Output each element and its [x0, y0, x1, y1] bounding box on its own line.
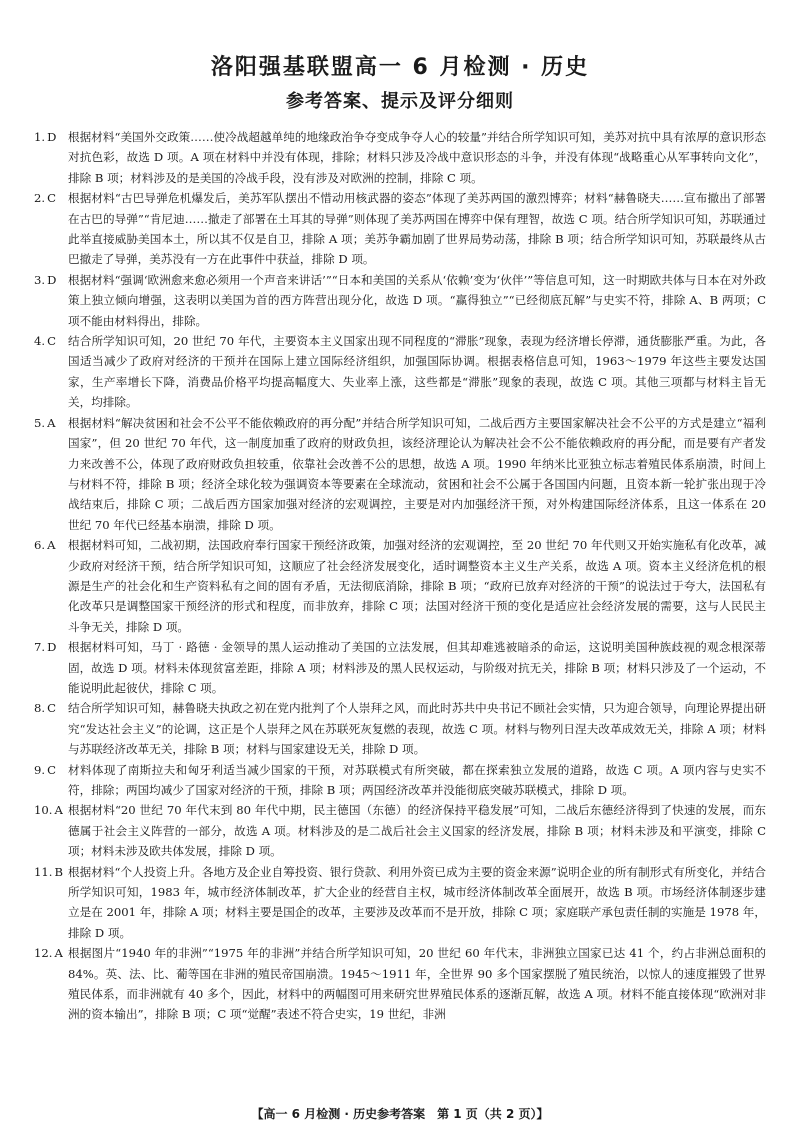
answer-explanation: 根据图片“1940 年的非洲”“1975 年的非洲”并结合所学知识可知，20 世纪 60 年代末，非洲独立国家已达 41 个，约占非洲总面积的 84%。英、法、比、葡等国在非洲的殖民帝国崩溃。1945～1911 年，全世界 90 多个国家摆脱了殖民统治，以惊人的速度摧毁了世界殖民体系，而非洲就有 40 多个，因此，材料中的两幅图可用来研究世界殖民体系的逐渐瓦解，故选 A 项。材料不能直接体现“欧洲对非洲的资本输出”，排除 B 项；C 项“觉醒”表述不符合史实，19 世纪，非洲 — [68, 946, 766, 1022]
answer-item-5 — [34, 413, 766, 535]
answer-number: 4. C — [34, 334, 56, 349]
answer-explanation: 根据材料“20 世纪 70 年代末到 80 年代中期，民主德国（东德）的经济保持平稳发展”可知，二战后东德经济得到了快速的发展，而东德属于社会主义阵营的一部分，故选 A 项。材料涉及的是二战后社会主义国家的经济发展，排除 B 项；材料未涉及和平演变，排除 C 项；材料未涉及欧共体发展，排除 D 项。 — [68, 803, 766, 859]
answer-number: 6. A — [34, 538, 56, 553]
answer-number: 2. C — [34, 191, 56, 206]
answer-item-4 — [34, 331, 766, 413]
answer-number: 8. C — [34, 701, 56, 716]
answer-item-6 — [34, 535, 766, 637]
answer-number: 10. A — [34, 803, 63, 818]
answer-number: 3. D — [34, 272, 57, 287]
answer-explanation: 根据材料可知，二战初期，法国政府奉行国家干预经济政策，加强对经济的宏观调控，至 20 世纪 70 年代则又开始实施私有化改革，减少政府对经济干预，结合所学知识可知，这顺应了社会经济发展变化，适时调整资本主义生产关系，故选 A 项。资本主义经济危机的根源是生产的社会化和生产资料私有之间的固有矛盾，无法彻底消除，排除 B 项；“政府已放弃对经济的干预”的说法过于夸大，法国私有化改革只是调整国家干预经济的形式和程度，而非放弃，排除 C 项；法国对经济干预的变化是适应社会经济发展的需要，这与人民民主斗争无关，排除 D 项。 — [68, 538, 766, 634]
answer-number: 9. C — [34, 762, 56, 777]
answer-explanation: 根据材料“强调‘欧洲愈来愈必须用一个声音来讲话’”“日本和美国的关系从‘依赖’变为‘伙伴’”等信息可知，这一时期欧共体与日本在对外政策上独立倾向增强，这表明以美国为首的西方阵营出现分化，故选 D 项。“赢得独立”“已经彻底瓦解”与史实不符，排除 A、B 两项；C 项不能由材料得出，排除。 — [68, 272, 766, 328]
answer-item-2 — [34, 188, 766, 270]
answer-list — [34, 127, 766, 1025]
answer-explanation: 材料体现了南斯拉夫和匈牙利适当减少国家的干预，对苏联模式有所突破，都在探索独立发展的道路，故选 C 项。A 项内容与史实不符，排除；两国均减少了国家对经济的干预，排除 B 项；两国经济改革并没能彻底突破苏联模式，排除 D 项。 — [68, 762, 766, 797]
answer-explanation: 根据材料“古巴导弹危机爆发后，美苏军队摆出不惜动用核武器的姿态”体现了美苏两国的激烈博弈；材料“赫鲁晓夫……宣布撤出了部署在古巴的导弹”“肯尼迪……撤走了部署在土耳其的导弹”则体现了美苏两国在博弈中保有理智，故选 C 项。结合所学知识可知，苏联通过此举直接威胁美国本土，所以其不仅是自卫，排除 A 项；美苏争霸加剧了世界局势动荡，排除 B 项；结合所学知识可知，苏联最终从古巴撤走了导弹，美苏没有一方在此事件中获益，排除 D 项。 — [68, 191, 766, 267]
answer-number: 7. D — [34, 640, 57, 655]
answer-number: 12. A — [34, 946, 63, 961]
answer-item-1 — [34, 127, 766, 188]
answer-number: 1. D — [34, 130, 57, 144]
answer-explanation: 结合所学知识可知，20 世纪 70 年代，主要资本主义国家出现不同程度的“滞胀”现象，表现为经济增长停滞，通货膨胀严重。为此，各国适当减少了政府对经济的干预并在国际上建立国际经济组织，加强国际协调。根据表格信息可知，1963～1979 年这些主要发达国家，生产率增长下降，消费品价格平均提高幅度大、失业率上涨，这些都是“滞胀”现象的表现，故选 C 项。其他三项都与材料主旨无关，均排除。 — [68, 334, 766, 410]
answer-item-9 — [34, 760, 766, 801]
answer-explanation: 根据材料“美国外交政策……使冷战超越单纯的地缘政治争夺变成争夺人心的较量”并结合所学知识可知，美苏对抗中具有浓厚的意识形态对抗色彩，故选 D 项。A 项在材料中并没有体现，排除；材料只涉及冷战中意识形态的斗争，并没有体现“战略重心从军事转向文化”，排除 B 项；材料涉及的是美国的冷战手段，没有涉及对欧洲的控制，排除 C 项。 — [68, 130, 766, 185]
page-subtitle: 参考答案、提示及评分细则 — [286, 91, 514, 112]
answer-item-8 — [34, 698, 766, 759]
answer-explanation: 结合所学知识可知，赫鲁晓夫执政之初在党内批判了个人崇拜之风，而此时苏共中央书记不顾社会实情，只为迎合领导，向理论界提出研究“发达社会主义”的论调，这正是个人崇拜之风在苏联死灰复燃的表现，故选 C 项。材料与物列日涅夫改革成效无关，排除 A 项；材料与苏联经济改革无关，排除 B 项；材料与国家建设无关，排除 D 项。 — [68, 701, 766, 757]
answer-explanation: 根据材料“解决贫困和社会不公平不能依赖政府的再分配”并结合所学知识可知，二战后西方主要国家解决社会不公平的方式是建立“福利国家”，但 20 世纪 70 年代，这一制度加重了政府的财政负担，该经济理论认为解决社会不公不能依赖政府的再分配，而是要有产者发力来改善不公，体现了政府财政负担较重，依靠社会改善不公的思想，故选 A 项。1990 年纳米比亚独立标志着殖民体系崩溃，时间上与材料不符，排除 B 项；经济全球化较为强调资本等要素在全球流动，贫困和社会不公属于各国国内问题，且资本新一轮扩张出现于冷战结束后，排除 C 项；二战后西方国家加强对经济的宏观调控，主要是对内加强经济干预，对外构建国际经济体系，且这一体系在 20 世纪 70 年代已经基本崩溃，排除 D 项。 — [68, 415, 766, 532]
answer-item-12 — [34, 943, 766, 1025]
page-footer: 【高一 6 月检测 · 历史参考答案 第 1 页（共 2 页）】 — [251, 1107, 549, 1121]
answer-explanation: 根据材料可知，马丁 · 路德 · 金领导的黑人运动推动了美国的立法发展，但其却难逃被暗杀的命运，这说明美国种族歧视的观念根深蒂固，故选 D 项。材料未体现贫富差距，排除 A 项；材料涉及的黑人民权运动，与阶级对抗无关，排除 B 项；材料只涉及了一个运动，不能说明此起彼伏，排除 C 项。 — [68, 640, 766, 695]
answer-item-11 — [34, 862, 766, 944]
answer-item-3 — [34, 270, 766, 331]
answer-explanation: 根据材料“个人投资上升。各地方及企业自筹投资、银行贷款、利用外资已成为主要的资金来源”说明企业的所有制形式有所变化，并结合所学知识可知，1983 年，城市经济体制改革，扩大企业的经营自主权，城市经济体制改革全面展开，故选 B 项。市场经济体制逐步建立是在 2001 年，排除 A 项；材料主要是国企的改革，主要涉及改革而不是开放，排除 C 项；家庭联产承包责任制的实施是 1978 年，排除 D 项。 — [68, 864, 766, 940]
answer-item-7 — [34, 637, 766, 698]
page-title: 洛阳强基联盟高一 6 月检测 · 历史 — [210, 55, 590, 80]
answer-number: 11. B — [34, 864, 63, 879]
answer-number: 5. A — [34, 415, 56, 430]
answer-item-10 — [34, 800, 766, 861]
